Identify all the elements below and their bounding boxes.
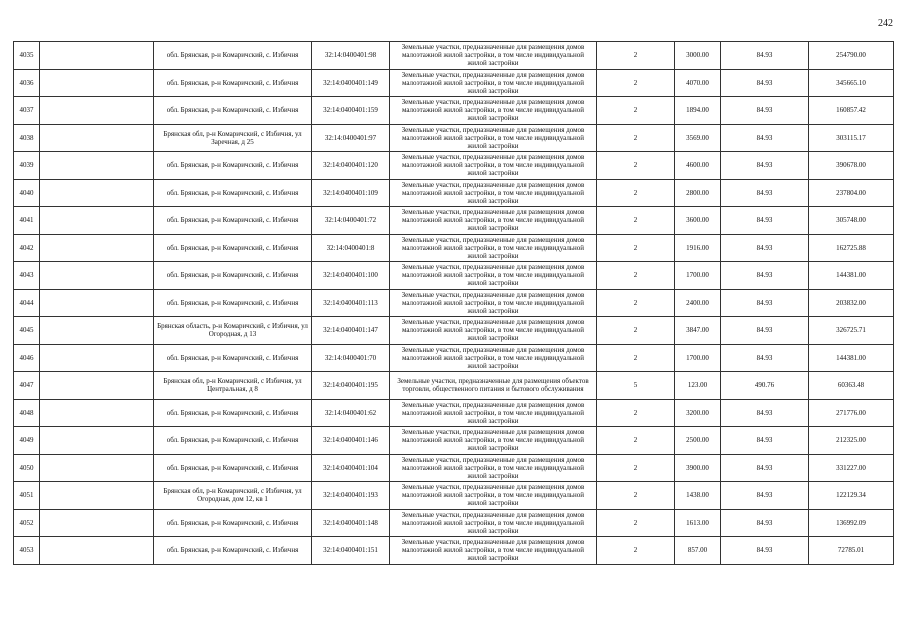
cadastral-number-cell: 32:14:0400401:195	[312, 372, 390, 400]
page-number: 242	[878, 18, 893, 29]
table-row	[14, 124, 894, 152]
address-cell: обл. Брянская, р-н Комаричский, с. Избичня	[154, 537, 312, 565]
table-row	[14, 97, 894, 125]
blank-cell	[40, 372, 154, 400]
blank-cell	[40, 234, 154, 262]
cadastral-number-cell: 32:14:0400401:113	[312, 289, 390, 317]
land-use-cell: Земельные участки, предназначенные для размещения домов малоэтажной жилой застройки, в том числе индивидуальной жилой застройки	[390, 399, 597, 427]
group-cell: 2	[597, 537, 675, 565]
cadastral-value-cell: 237804.00	[809, 179, 894, 207]
area-cell: 1438.00	[675, 482, 721, 510]
group-cell: 2	[597, 427, 675, 455]
cadastral-value-cell: 60363.48	[809, 372, 894, 400]
cadastral-value-cell: 144381.00	[809, 344, 894, 372]
address-cell: обл. Брянская, р-н Комаричский, с. Избичня	[154, 427, 312, 455]
group-cell: 2	[597, 289, 675, 317]
cadastral-value-cell: 136992.09	[809, 509, 894, 537]
address-cell: обл. Брянская, р-н Комаричский, с. Избичня	[154, 179, 312, 207]
area-cell: 1700.00	[675, 262, 721, 290]
blank-cell	[40, 152, 154, 180]
row-number: 4040	[14, 179, 40, 207]
table-row	[14, 42, 894, 70]
address-cell: обл. Брянская, р-н Комаричский, с. Избичня	[154, 207, 312, 235]
row-number: 4038	[14, 124, 40, 152]
area-cell: 4070.00	[675, 69, 721, 97]
cadastral-value-cell: 331227.00	[809, 454, 894, 482]
row-number: 4051	[14, 482, 40, 510]
cadastral-number-cell: 32:14:0400401:97	[312, 124, 390, 152]
area-cell: 1613.00	[675, 509, 721, 537]
land-use-cell: Земельные участки, предназначенные для размещения домов малоэтажной жилой застройки, в том числе индивидуальной жилой застройки	[390, 179, 597, 207]
group-cell: 2	[597, 454, 675, 482]
cadastral-number-cell: 32:14:0400401:100	[312, 262, 390, 290]
row-number: 4044	[14, 289, 40, 317]
area-cell: 2800.00	[675, 179, 721, 207]
row-number: 4043	[14, 262, 40, 290]
cadastral-number-cell: 32:14:0400401:120	[312, 152, 390, 180]
specific-value-cell: 84.93	[721, 152, 809, 180]
address-cell: Брянская обл, р-н Комаричский, с Избичня, ул Заречная, д 25	[154, 124, 312, 152]
table-row	[14, 454, 894, 482]
land-use-cell: Земельные участки, предназначенные для размещения домов малоэтажной жилой застройки, в том числе индивидуальной жилой застройки	[390, 454, 597, 482]
row-number: 4045	[14, 317, 40, 345]
group-cell: 2	[597, 97, 675, 125]
cadastral-value-cell: 162725.88	[809, 234, 894, 262]
area-cell: 3200.00	[675, 399, 721, 427]
specific-value-cell: 84.93	[721, 262, 809, 290]
cadastral-number-cell: 32:14:0400401:148	[312, 509, 390, 537]
group-cell: 2	[597, 317, 675, 345]
blank-cell	[40, 454, 154, 482]
group-cell: 2	[597, 207, 675, 235]
cadastral-value-cell: 254790.00	[809, 42, 894, 70]
cadastral-number-cell: 32:14:0400401:62	[312, 399, 390, 427]
row-number: 4046	[14, 344, 40, 372]
specific-value-cell: 84.93	[721, 537, 809, 565]
blank-cell	[40, 207, 154, 235]
table-row	[14, 234, 894, 262]
cadastral-number-cell: 32:14:0400401:104	[312, 454, 390, 482]
address-cell: обл. Брянская, р-н Комаричский, с. Избичня	[154, 69, 312, 97]
area-cell: 3900.00	[675, 454, 721, 482]
cadastral-value-cell: 160857.42	[809, 97, 894, 125]
table-row	[14, 427, 894, 455]
land-use-cell: Земельные участки, предназначенные для размещения домов малоэтажной жилой застройки, в том числе индивидуальной жилой застройки	[390, 207, 597, 235]
cadastral-value-cell: 203832.00	[809, 289, 894, 317]
land-use-cell: Земельные участки, предназначенные для размещения домов малоэтажной жилой застройки, в том числе индивидуальной жилой застройки	[390, 124, 597, 152]
address-cell: обл. Брянская, р-н Комаричский, с. Избичня	[154, 289, 312, 317]
cadastral-number-cell: 32:14:0400401:151	[312, 537, 390, 565]
land-use-cell: Земельные участки, предназначенные для размещения домов малоэтажной жилой застройки, в том числе индивидуальной жилой застройки	[390, 344, 597, 372]
row-number: 4047	[14, 372, 40, 400]
table-row	[14, 152, 894, 180]
land-use-cell: Земельные участки, предназначенные для размещения домов малоэтажной жилой застройки, в том числе индивидуальной жилой застройки	[390, 427, 597, 455]
area-cell: 3847.00	[675, 317, 721, 345]
specific-value-cell: 84.93	[721, 454, 809, 482]
specific-value-cell: 84.93	[721, 509, 809, 537]
cadastral-number-cell: 32:14:0400401:70	[312, 344, 390, 372]
cadastral-number-cell: 32:14:0400401:193	[312, 482, 390, 510]
area-cell: 1700.00	[675, 344, 721, 372]
cadastral-number-cell: 32:14:0400401:8	[312, 234, 390, 262]
table-row	[14, 289, 894, 317]
land-use-cell: Земельные участки, предназначенные для размещения домов малоэтажной жилой застройки, в том числе индивидуальной жилой застройки	[390, 317, 597, 345]
row-number: 4041	[14, 207, 40, 235]
address-cell: обл. Брянская, р-н Комаричский, с. Избичня	[154, 234, 312, 262]
specific-value-cell: 84.93	[721, 289, 809, 317]
group-cell: 5	[597, 372, 675, 400]
address-cell: обл. Брянская, р-н Комаричский, с. Избичня	[154, 262, 312, 290]
cadastral-number-cell: 32:14:0400401:149	[312, 69, 390, 97]
area-cell: 857.00	[675, 537, 721, 565]
group-cell: 2	[597, 399, 675, 427]
land-use-cell: Земельные участки, предназначенные для размещения домов малоэтажной жилой застройки, в том числе индивидуальной жилой застройки	[390, 42, 597, 70]
table-row	[14, 317, 894, 345]
table-row	[14, 207, 894, 235]
row-number: 4039	[14, 152, 40, 180]
cadastral-value-cell: 212325.00	[809, 427, 894, 455]
row-number: 4042	[14, 234, 40, 262]
address-cell: обл. Брянская, р-н Комаричский, с. Избичня	[154, 42, 312, 70]
group-cell: 2	[597, 509, 675, 537]
table-row	[14, 372, 894, 400]
specific-value-cell: 84.93	[721, 97, 809, 125]
row-number: 4050	[14, 454, 40, 482]
blank-cell	[40, 427, 154, 455]
group-cell: 2	[597, 262, 675, 290]
blank-cell	[40, 289, 154, 317]
blank-cell	[40, 69, 154, 97]
specific-value-cell: 84.93	[721, 124, 809, 152]
specific-value-cell: 84.93	[721, 344, 809, 372]
table-body	[14, 42, 894, 565]
cadastral-number-cell: 32:14:0400401:109	[312, 179, 390, 207]
specific-value-cell: 84.93	[721, 234, 809, 262]
land-use-cell: Земельные участки, предназначенные для размещения домов малоэтажной жилой застройки, в том числе индивидуальной жилой застройки	[390, 234, 597, 262]
land-use-cell: Земельные участки, предназначенные для размещения домов малоэтажной жилой застройки, в том числе индивидуальной жилой застройки	[390, 69, 597, 97]
land-use-cell: Земельные участки, предназначенные для размещения домов малоэтажной жилой застройки, в том числе индивидуальной жилой застройки	[390, 537, 597, 565]
address-cell: обл. Брянская, р-н Комаричский, с. Избичня	[154, 97, 312, 125]
cadastral-value-cell: 345665.10	[809, 69, 894, 97]
area-cell: 3600.00	[675, 207, 721, 235]
area-cell: 1894.00	[675, 97, 721, 125]
group-cell: 2	[597, 234, 675, 262]
row-number: 4048	[14, 399, 40, 427]
row-number: 4036	[14, 69, 40, 97]
cadastral-value-cell: 144381.00	[809, 262, 894, 290]
area-cell: 2500.00	[675, 427, 721, 455]
cadastral-value-table	[13, 41, 894, 565]
group-cell: 2	[597, 69, 675, 97]
specific-value-cell: 84.93	[721, 399, 809, 427]
row-number: 4052	[14, 509, 40, 537]
specific-value-cell: 84.93	[721, 42, 809, 70]
table-row	[14, 179, 894, 207]
blank-cell	[40, 537, 154, 565]
row-number: 4037	[14, 97, 40, 125]
land-use-cell: Земельные участки, предназначенные для размещения объектов торговли, общественного питания и бытового обслуживания	[390, 372, 597, 400]
specific-value-cell: 84.93	[721, 179, 809, 207]
table-row	[14, 399, 894, 427]
land-use-cell: Земельные участки, предназначенные для размещения домов малоэтажной жилой застройки, в том числе индивидуальной жилой застройки	[390, 97, 597, 125]
group-cell: 2	[597, 42, 675, 70]
address-cell: обл. Брянская, р-н Комаричский, с. Избичня	[154, 509, 312, 537]
blank-cell	[40, 399, 154, 427]
specific-value-cell: 84.93	[721, 207, 809, 235]
table-row	[14, 482, 894, 510]
area-cell: 1916.00	[675, 234, 721, 262]
area-cell: 3569.00	[675, 124, 721, 152]
address-cell: Брянская область, р-н Комаричский, с Избичня, ул Огородная, д 13	[154, 317, 312, 345]
group-cell: 2	[597, 152, 675, 180]
blank-cell	[40, 317, 154, 345]
cadastral-number-cell: 32:14:0400401:147	[312, 317, 390, 345]
specific-value-cell: 84.93	[721, 427, 809, 455]
group-cell: 2	[597, 124, 675, 152]
table-row	[14, 509, 894, 537]
cadastral-value-cell: 303115.17	[809, 124, 894, 152]
blank-cell	[40, 509, 154, 537]
group-cell: 2	[597, 482, 675, 510]
cadastral-value-cell: 326725.71	[809, 317, 894, 345]
address-cell: обл. Брянская, р-н Комаричский, с. Избичня	[154, 344, 312, 372]
blank-cell	[40, 179, 154, 207]
address-cell: Брянская обл, р-н Комаричский, с Избичня, ул Центральная, д 8	[154, 372, 312, 400]
table-row	[14, 537, 894, 565]
specific-value-cell: 490.76	[721, 372, 809, 400]
blank-cell	[40, 42, 154, 70]
area-cell: 123.00	[675, 372, 721, 400]
blank-cell	[40, 482, 154, 510]
specific-value-cell: 84.93	[721, 69, 809, 97]
cadastral-value-cell: 390678.00	[809, 152, 894, 180]
cadastral-number-cell: 32:14:0400401:72	[312, 207, 390, 235]
land-use-cell: Земельные участки, предназначенные для размещения домов малоэтажной жилой застройки, в том числе индивидуальной жилой застройки	[390, 509, 597, 537]
row-number: 4049	[14, 427, 40, 455]
area-cell: 4600.00	[675, 152, 721, 180]
blank-cell	[40, 124, 154, 152]
blank-cell	[40, 262, 154, 290]
table-row	[14, 262, 894, 290]
cadastral-number-cell: 32:14:0400401:98	[312, 42, 390, 70]
address-cell: Брянская обл, р-н Комаричский, с Избичня, ул Огородная, дом 12, кв 1	[154, 482, 312, 510]
address-cell: обл. Брянская, р-н Комаричский, с. Избичня	[154, 399, 312, 427]
specific-value-cell: 84.93	[721, 317, 809, 345]
land-use-cell: Земельные участки, предназначенные для размещения домов малоэтажной жилой застройки, в том числе индивидуальной жилой застройки	[390, 152, 597, 180]
area-cell: 3000.00	[675, 42, 721, 70]
table-row	[14, 344, 894, 372]
blank-cell	[40, 344, 154, 372]
land-use-cell: Земельные участки, предназначенные для размещения домов малоэтажной жилой застройки, в том числе индивидуальной жилой застройки	[390, 289, 597, 317]
cadastral-number-cell: 32:14:0400401:159	[312, 97, 390, 125]
group-cell: 2	[597, 179, 675, 207]
cadastral-value-cell: 271776.00	[809, 399, 894, 427]
address-cell: обл. Брянская, р-н Комаричский, с. Избичня	[154, 152, 312, 180]
cadastral-value-cell: 72785.01	[809, 537, 894, 565]
specific-value-cell: 84.93	[721, 482, 809, 510]
address-cell: обл. Брянская, р-н Комаричский, с. Избичня	[154, 454, 312, 482]
group-cell: 2	[597, 344, 675, 372]
cadastral-value-cell: 305748.00	[809, 207, 894, 235]
row-number: 4053	[14, 537, 40, 565]
blank-cell	[40, 97, 154, 125]
cadastral-value-cell: 122129.34	[809, 482, 894, 510]
cadastral-number-cell: 32:14:0400401:146	[312, 427, 390, 455]
area-cell: 2400.00	[675, 289, 721, 317]
table-row	[14, 69, 894, 97]
land-use-cell: Земельные участки, предназначенные для размещения домов малоэтажной жилой застройки, в том числе индивидуальной жилой застройки	[390, 482, 597, 510]
land-use-cell: Земельные участки, предназначенные для размещения домов малоэтажной жилой застройки, в том числе индивидуальной жилой застройки	[390, 262, 597, 290]
row-number: 4035	[14, 42, 40, 70]
